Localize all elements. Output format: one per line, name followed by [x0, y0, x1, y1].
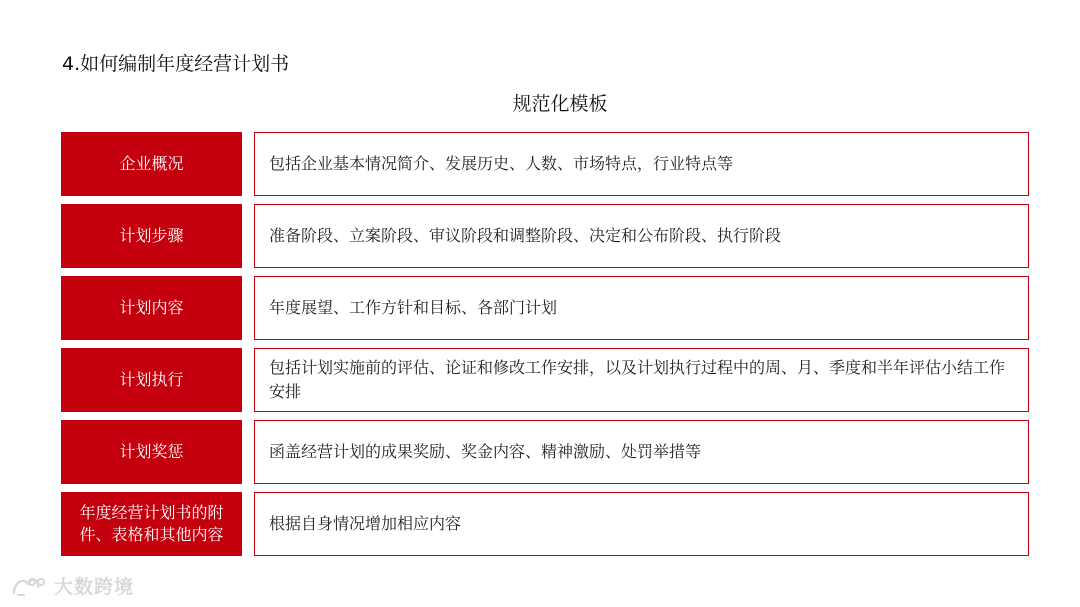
row-content: 年度展望、工作方针和目标、各部门计划 — [254, 276, 1029, 340]
row-label: 计划执行 — [61, 348, 242, 412]
page-heading: 4.如何编制年度经营计划书 — [62, 53, 290, 75]
row-label: 计划步骤 — [61, 204, 242, 268]
row-content: 包括计划实施前的评估、论证和修改工作安排，以及计划执行过程中的周、月、季度和半年评估小结工作安排 — [254, 348, 1029, 412]
row-label: 企业概况 — [61, 132, 242, 196]
brand-logo-icon — [10, 573, 50, 599]
row-label: 计划奖惩 — [61, 420, 242, 484]
row-content: 根据自身情况增加相应内容 — [254, 492, 1029, 556]
template-table — [61, 132, 1029, 564]
template-title-text: 规范化模板 — [512, 93, 608, 115]
table-row — [61, 420, 1029, 484]
table-row — [61, 276, 1029, 340]
watermark-text: 大数跨境 — [54, 576, 135, 598]
watermark — [10, 572, 134, 599]
table-row — [61, 204, 1029, 268]
table-row — [61, 348, 1029, 412]
row-content: 函盖经营计划的成果奖励、奖金内容、精神激励、处罚举措等 — [254, 420, 1029, 484]
row-label: 计划内容 — [61, 276, 242, 340]
row-label: 年度经营计划书的附件、表格和其他内容 — [61, 492, 242, 556]
template-title — [0, 90, 1080, 118]
row-content: 包括企业基本情况简介、发展历史、人数、市场特点，行业特点等 — [254, 132, 1029, 196]
row-content: 准备阶段、立案阶段、审议阶段和调整阶段、决定和公布阶段、执行阶段 — [254, 204, 1029, 268]
table-row — [61, 132, 1029, 196]
table-row — [61, 492, 1029, 556]
